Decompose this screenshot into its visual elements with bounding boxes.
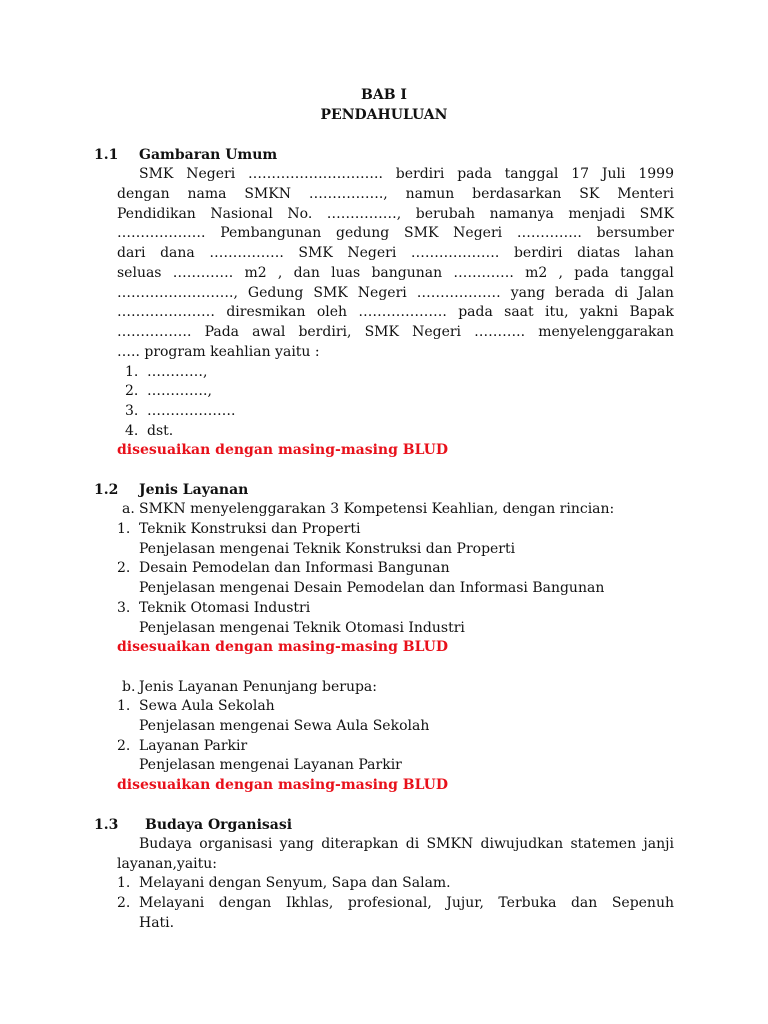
list-item: ………………. bbox=[147, 403, 236, 419]
list-item: …………, bbox=[147, 364, 208, 380]
list-item-description: Penjelasan mengenai Teknik Konstruksi dan Properti bbox=[139, 541, 516, 557]
paragraph-line: ………………… diresmikan oleh ………………. pada saat itu, yakni Bapak bbox=[117, 304, 674, 320]
paragraph-line: Budaya organisasi yang diterapkan di SMKN diwujudkan statemen janji bbox=[139, 836, 674, 852]
list-item: dst. bbox=[147, 423, 174, 439]
section-heading-1-3: Budaya Organisasi bbox=[145, 817, 293, 833]
list-item: Jenis Layanan Penunjang berupa: bbox=[139, 679, 377, 695]
paragraph-line: SMK Negeri ……………………….. berdiri pada tanggal 17 Juli 1999 bbox=[139, 166, 674, 182]
list-number: 2. bbox=[117, 560, 131, 576]
list-item-description: Penjelasan mengenai Layanan Parkir bbox=[139, 757, 402, 773]
list-number: 3. bbox=[125, 403, 139, 419]
paragraph-line: layanan,yaitu: bbox=[117, 856, 218, 872]
list-number: 3. bbox=[117, 600, 131, 616]
paragraph-line: ….. program keahlian yaitu : bbox=[117, 344, 320, 360]
list-item: Layanan Parkir bbox=[139, 738, 248, 754]
list-item-description: Penjelasan mengenai Sewa Aula Sekolah bbox=[139, 718, 430, 734]
chapter-number: BAB I bbox=[361, 87, 407, 103]
blud-note: disesuaikan dengan masing-masing BLUD bbox=[117, 777, 449, 793]
paragraph-line: seluas …………. m2 , dan luas bangunan …………. m2 , pada tanggal bbox=[117, 265, 674, 281]
section-number-1-2: 1.2 bbox=[94, 482, 119, 498]
blud-note: disesuaikan dengan masing-masing BLUD bbox=[117, 442, 449, 458]
list-letter: b. bbox=[122, 679, 136, 695]
list-item-description: Penjelasan mengenai Desain Pemodelan dan Informasi Bangunan bbox=[139, 580, 605, 596]
chapter-title: PENDAHULUAN bbox=[320, 107, 448, 123]
section-heading-1-1: Gambaran Umum bbox=[139, 147, 278, 163]
list-number: 1. bbox=[125, 364, 139, 380]
paragraph-line: ……………………., Gedung SMK Negeri ……………… yang berada di Jalan bbox=[117, 285, 674, 301]
section-heading-1-2: Jenis Layanan bbox=[139, 482, 249, 498]
list-item-continuation: Hati. bbox=[139, 915, 175, 931]
paragraph-line: Pendidikan Nasional No. ……………, berubah namanya menjadi SMK bbox=[117, 206, 674, 222]
list-number: 2. bbox=[125, 383, 139, 399]
list-item: Sewa Aula Sekolah bbox=[139, 698, 275, 714]
paragraph-line: dengan nama SMKN ……………., namun berdasarkan SK Menteri bbox=[117, 186, 674, 202]
list-item: …………., bbox=[147, 383, 212, 399]
list-number: 2. bbox=[117, 738, 131, 754]
list-item: Melayani dengan Senyum, Sapa dan Salam. bbox=[139, 875, 451, 891]
list-item: SMKN menyelenggarakan 3 Kompetensi Keahlian, dengan rincian: bbox=[139, 501, 615, 517]
paragraph-line: dari dana ……………. SMK Negeri ………………. berdiri diatas lahan bbox=[117, 245, 674, 261]
list-number: 2. bbox=[117, 895, 131, 911]
paragraph-line: ……………. Pada awal berdiri, SMK Negeri ……….. menyelenggarakan bbox=[117, 324, 674, 340]
list-number: 4. bbox=[125, 423, 139, 439]
list-item: Desain Pemodelan dan Informasi Bangunan bbox=[139, 560, 450, 576]
section-number-1-1: 1.1 bbox=[94, 147, 119, 163]
list-number: 1. bbox=[117, 521, 131, 537]
paragraph-line: ………………. Pembangunan gedung SMK Negeri ………….. bersumber bbox=[117, 225, 674, 241]
list-item: Melayani dengan Ikhlas, profesional, Jujur, Terbuka dan Sepenuh bbox=[139, 895, 674, 911]
blud-note: disesuaikan dengan masing-masing BLUD bbox=[117, 639, 449, 655]
section-number-1-3: 1.3 bbox=[94, 817, 119, 833]
list-item: Teknik Konstruksi dan Properti bbox=[139, 521, 361, 537]
list-item: Teknik Otomasi Industri bbox=[139, 600, 311, 616]
list-item-description: Penjelasan mengenai Teknik Otomasi Industri bbox=[139, 620, 465, 636]
list-letter: a. bbox=[122, 501, 135, 517]
list-number: 1. bbox=[117, 875, 131, 891]
list-number: 1. bbox=[117, 698, 131, 714]
